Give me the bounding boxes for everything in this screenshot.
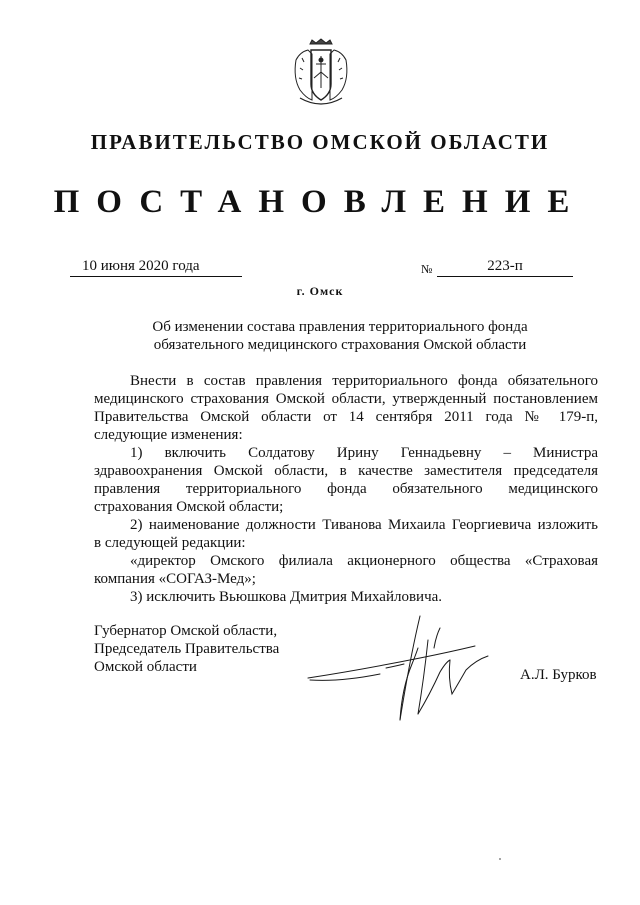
subject-line: обязательного медицинского страхования Омской области	[153, 337, 527, 353]
coat-of-arms-icon	[290, 38, 352, 108]
item-line: компания «СОГАЗ-Мед»;	[94, 571, 256, 587]
signatory-position	[94, 622, 314, 676]
item-3-paragraph	[94, 588, 598, 606]
document-city: г. Омск	[296, 284, 344, 298]
item-line: страхования Омской области;	[94, 499, 284, 515]
subject-line: Об изменении состава правления территориального фонда	[152, 319, 528, 335]
handwritten-signature-icon	[300, 608, 510, 728]
position-line: Омской области	[94, 659, 197, 675]
intro-line: медицинского страхования Омской области, утвержденный постановлением	[94, 391, 598, 407]
intro-paragraph	[94, 372, 598, 444]
item-line: 1) включить Солдатову Ирину Геннадьевну – Министра	[130, 445, 598, 461]
item-1-paragraph	[94, 444, 598, 516]
intro-line: следующие изменения:	[94, 427, 243, 443]
item-2-paragraph	[94, 516, 598, 552]
document-number: 223-п	[437, 258, 573, 277]
number-sign: №	[421, 262, 433, 276]
item-line: здравоохранения Омской области, в качестве заместителя председателя	[94, 463, 598, 479]
signer-name: А.Л. Бурков	[520, 667, 597, 683]
position-line: Губернатор Омской области,	[94, 623, 278, 639]
item-line: 3) исключить Вьюшкова Дмитрия Михайловича.	[130, 589, 443, 605]
government-title: ПРАВИТЕЛЬСТВО ОМСКОЙ ОБЛАСТИ	[90, 130, 550, 154]
document-date: 10 июня 2020 года	[70, 258, 242, 277]
document-subject	[140, 318, 540, 354]
intro-line: Внести в состав правления территориального фонда обязательного	[130, 373, 598, 389]
item-line: «директор Омского филиала акционерного общества «Страховая	[130, 553, 598, 569]
position-line: Председатель Правительства	[94, 641, 280, 657]
document-type: ПОСТАНОВЛЕНИЕ	[53, 184, 587, 220]
intro-line: Правительства Омской области от 14 сентября 2011 года № 179-п,	[94, 409, 598, 425]
item-2-text-paragraph	[94, 552, 598, 588]
scan-artifact	[499, 858, 501, 860]
item-line: 2) наименование должности Тиванова Михаила Георгиевича изложить	[130, 517, 598, 533]
item-line: правления территориального фонда обязательного медицинского	[94, 481, 598, 497]
item-line: в следующей редакции:	[94, 535, 246, 551]
